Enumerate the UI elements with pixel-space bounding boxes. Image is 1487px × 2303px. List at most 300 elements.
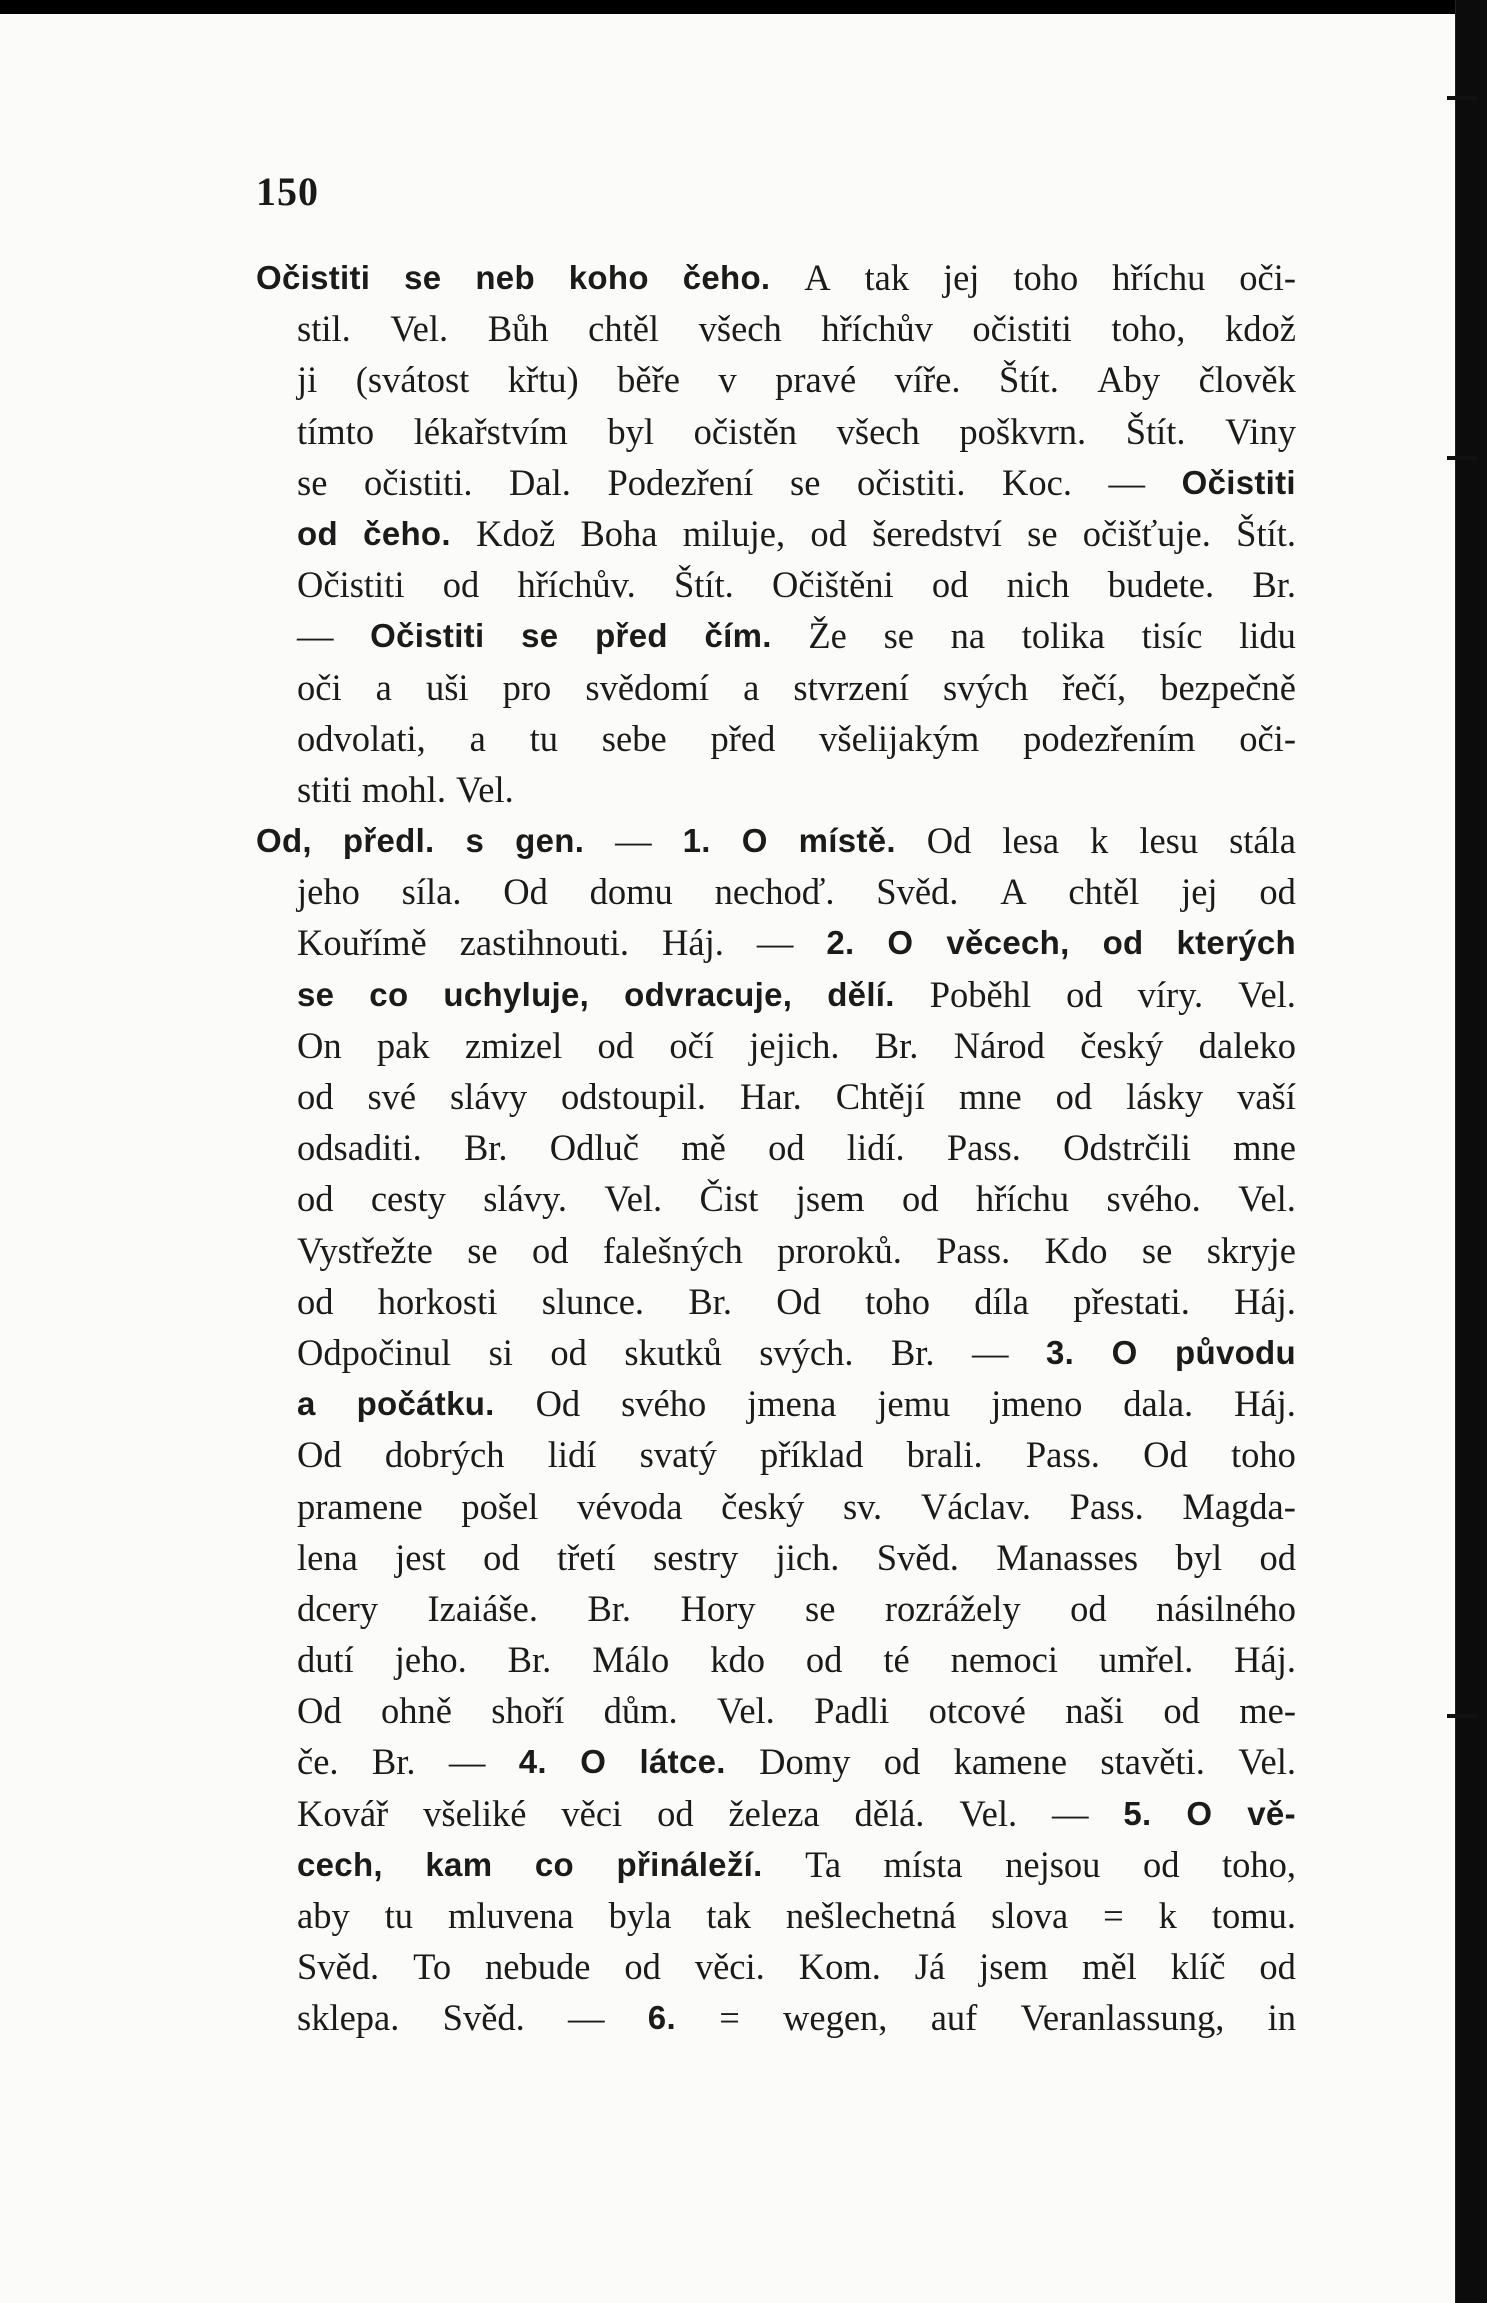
body-text: odsaditi. bbox=[297, 1127, 422, 1169]
body-text: chtěl bbox=[588, 308, 660, 350]
body-text: Václav. bbox=[920, 1485, 1031, 1527]
body-text: Br. bbox=[371, 1741, 416, 1783]
body-text: od bbox=[931, 564, 969, 606]
body-text: od bbox=[532, 1229, 569, 1271]
headword-text: látce. bbox=[639, 1743, 726, 1781]
body-text: tolika bbox=[1021, 615, 1105, 657]
headword-text: 3. bbox=[1046, 1333, 1075, 1371]
body-text: slávy bbox=[450, 1076, 528, 1117]
headword-text: 6. bbox=[647, 1999, 676, 2037]
body-text: český bbox=[721, 1485, 805, 1527]
body-text: oči- bbox=[1239, 257, 1296, 298]
body-text: svých. bbox=[759, 1331, 854, 1373]
body-text: Já bbox=[914, 1946, 946, 1988]
body-text: pak bbox=[376, 1024, 430, 1066]
body-text: věci bbox=[561, 1792, 623, 1834]
body-text: Bůh bbox=[487, 308, 549, 350]
body-text: jich. bbox=[775, 1536, 840, 1578]
body-text: Háj. bbox=[1234, 1280, 1296, 1322]
text-line bbox=[256, 1583, 1296, 1634]
body-text: lesu bbox=[1139, 820, 1199, 862]
headword-text: Očistiti bbox=[370, 617, 485, 655]
body-text: jemu bbox=[877, 1383, 951, 1425]
text-line bbox=[256, 457, 1296, 508]
text-line bbox=[256, 1685, 1296, 1736]
body-text: bezpečně bbox=[1160, 666, 1296, 708]
body-text: díla bbox=[974, 1280, 1029, 1322]
body-text: ji bbox=[297, 359, 318, 401]
body-text: Kom. bbox=[798, 1946, 881, 1988]
body-text: lásky bbox=[1126, 1076, 1204, 1117]
headword-text: čeho. bbox=[363, 514, 451, 552]
body-text: očišťuje. bbox=[1082, 512, 1211, 554]
body-text: jsem bbox=[795, 1178, 865, 1220]
body-text: odvolati, bbox=[297, 717, 426, 759]
body-text: třetí bbox=[556, 1536, 616, 1578]
body-text: svých bbox=[943, 666, 1029, 708]
body-text: od bbox=[1066, 973, 1103, 1015]
body-text: Domy bbox=[759, 1741, 851, 1783]
body-text: — bbox=[448, 1741, 486, 1783]
body-text: Vel. bbox=[1238, 1178, 1296, 1220]
body-text: všeliké bbox=[423, 1792, 527, 1834]
body-text: dům. bbox=[603, 1690, 678, 1732]
text-line bbox=[256, 559, 1296, 610]
body-text: Háj. bbox=[662, 922, 724, 964]
body-text: zmizel bbox=[464, 1024, 563, 1066]
text-line bbox=[256, 969, 1296, 1020]
body-text: Chtějí bbox=[835, 1076, 925, 1117]
body-text: a bbox=[743, 666, 760, 708]
body-text: Od bbox=[297, 1434, 342, 1476]
body-text: nejsou bbox=[1005, 1843, 1101, 1885]
body-text: wegen, bbox=[783, 1997, 888, 2039]
text-line bbox=[256, 354, 1296, 405]
body-text: aby bbox=[297, 1895, 350, 1936]
body-text: Magda- bbox=[1182, 1485, 1296, 1527]
body-text: byla bbox=[608, 1895, 672, 1936]
body-text: Poběhl bbox=[929, 973, 1032, 1015]
body-text: sklepa. bbox=[297, 1997, 400, 2039]
body-text: Ta bbox=[805, 1843, 842, 1885]
scan-top-edge bbox=[0, 0, 1487, 14]
body-text: mohl. bbox=[361, 768, 446, 810]
body-text: před bbox=[710, 717, 776, 759]
body-text: Padli bbox=[814, 1690, 890, 1732]
body-text: odstoupil. bbox=[561, 1076, 707, 1117]
body-text: kdož bbox=[1224, 308, 1296, 350]
headword-text: dělí. bbox=[827, 975, 895, 1013]
body-text: hříchův. bbox=[517, 564, 636, 606]
body-text: Vel. bbox=[455, 768, 514, 810]
body-text: od bbox=[297, 1178, 334, 1220]
body-text: tu bbox=[529, 717, 558, 759]
body-text: sv. bbox=[842, 1485, 883, 1527]
body-text: tak bbox=[706, 1895, 751, 1936]
body-text: Vel. bbox=[1238, 973, 1296, 1015]
body-text: = bbox=[719, 1997, 740, 2039]
body-text: v bbox=[718, 359, 737, 401]
body-text: hříchu bbox=[975, 1178, 1070, 1220]
headword-text: O bbox=[580, 1743, 607, 1781]
body-text: Br. bbox=[1252, 564, 1296, 606]
body-text: stil. bbox=[297, 308, 351, 350]
body-text: přestati. bbox=[1073, 1280, 1190, 1322]
body-text: mě bbox=[681, 1127, 726, 1169]
text-line bbox=[256, 1429, 1296, 1480]
body-text: očistiti. bbox=[856, 461, 966, 503]
body-text: nebude bbox=[485, 1946, 591, 1988]
body-text: Odpočinul bbox=[297, 1331, 452, 1373]
body-text: slova bbox=[991, 1895, 1069, 1936]
body-text: vaší bbox=[1237, 1076, 1296, 1117]
body-text: od bbox=[1259, 1946, 1296, 1988]
body-text: sestry bbox=[653, 1536, 739, 1578]
headword-text: původu bbox=[1175, 1333, 1296, 1371]
body-text: se bbox=[1027, 512, 1058, 554]
body-text: Br. bbox=[890, 1331, 935, 1373]
body-text: — bbox=[972, 1331, 1009, 1373]
body-text: od bbox=[297, 1076, 334, 1117]
body-text: očistiti. bbox=[363, 461, 473, 503]
body-text: křtu) bbox=[507, 359, 579, 401]
text-line bbox=[256, 866, 1296, 917]
body-text: Koc. bbox=[1002, 461, 1072, 503]
headword-text: vě- bbox=[1247, 1794, 1296, 1832]
body-text: dcery bbox=[297, 1587, 379, 1629]
body-text: horkosti bbox=[377, 1280, 498, 1322]
headword-text: uchyluje, bbox=[443, 975, 590, 1013]
headword-text: předl. bbox=[342, 822, 435, 860]
headword-text: místě. bbox=[798, 822, 896, 860]
body-text: toho bbox=[865, 1280, 930, 1322]
body-text: jmena bbox=[747, 1383, 837, 1425]
text-line bbox=[256, 1327, 1296, 1378]
body-text: Vel. bbox=[959, 1792, 1018, 1834]
body-text: — bbox=[615, 820, 652, 862]
body-text: Br. bbox=[874, 1024, 919, 1066]
body-text: si bbox=[488, 1331, 513, 1373]
body-text: lidu bbox=[1239, 615, 1296, 657]
body-text: byl bbox=[1175, 1536, 1223, 1578]
body-text: lékařstvím bbox=[413, 410, 568, 452]
body-text: tu bbox=[384, 1895, 414, 1936]
body-text: k bbox=[1090, 820, 1109, 862]
page-number: 150 bbox=[256, 169, 319, 214]
headword-text: O bbox=[1111, 1333, 1138, 1371]
headword-text: a bbox=[297, 1385, 316, 1423]
body-text: od bbox=[1142, 1843, 1180, 1885]
body-text: Svěd. bbox=[297, 1946, 380, 1988]
body-text: miluje, bbox=[682, 512, 786, 554]
text-line bbox=[256, 662, 1296, 713]
body-text: skutků bbox=[624, 1331, 722, 1373]
body-text: Vystřežte bbox=[297, 1229, 433, 1271]
body-text: železa bbox=[728, 1792, 820, 1834]
body-text: Pass. bbox=[946, 1127, 1021, 1169]
body-text: kamene bbox=[953, 1741, 1068, 1783]
body-text: (svátost bbox=[355, 359, 470, 401]
body-text: svého bbox=[621, 1383, 707, 1425]
body-text: stiti bbox=[297, 768, 352, 810]
body-text: od bbox=[624, 1946, 661, 1988]
body-text: klíč bbox=[1170, 1946, 1226, 1988]
body-text: Od bbox=[926, 820, 972, 862]
headword-text: cech, bbox=[297, 1845, 383, 1883]
body-text: ohně bbox=[380, 1690, 452, 1732]
body-text: Štít. bbox=[1125, 410, 1186, 452]
headword-text: věcech, bbox=[946, 924, 1070, 962]
body-text: jest bbox=[395, 1536, 446, 1578]
body-text: místa bbox=[883, 1843, 963, 1885]
body-text: Svěd. bbox=[876, 871, 959, 913]
body-text: Vel. bbox=[390, 308, 449, 350]
headword-text: se bbox=[521, 617, 559, 655]
binding-tick-mark bbox=[1447, 456, 1477, 460]
body-text: brali. bbox=[906, 1434, 983, 1476]
body-text: Vel. bbox=[717, 1690, 775, 1732]
body-text: na bbox=[950, 615, 986, 657]
headword-text: kam bbox=[425, 1845, 493, 1883]
body-text: sebe bbox=[601, 717, 667, 759]
body-text: běře bbox=[617, 359, 680, 401]
text-line bbox=[256, 1122, 1296, 1173]
body-text: Manasses bbox=[996, 1536, 1139, 1578]
text-line bbox=[256, 1378, 1296, 1429]
text-line bbox=[256, 1532, 1296, 1583]
body-text: pošel bbox=[461, 1485, 539, 1527]
text-line bbox=[256, 610, 1296, 661]
body-text: od bbox=[657, 1792, 694, 1834]
body-text: od bbox=[1163, 1690, 1200, 1732]
body-text: od bbox=[1070, 1587, 1107, 1629]
body-text: oči bbox=[297, 666, 342, 708]
headword-text: přináleží. bbox=[616, 1845, 763, 1883]
body-text: Štít. bbox=[1236, 512, 1296, 554]
body-text: proroků. bbox=[777, 1229, 902, 1271]
body-text: jejich. bbox=[749, 1024, 840, 1066]
body-text: Boha bbox=[580, 512, 658, 554]
body-text: falešných bbox=[602, 1229, 743, 1271]
body-text: A bbox=[1000, 871, 1027, 913]
body-text: od bbox=[297, 1280, 334, 1322]
body-text: toho, bbox=[1221, 1843, 1296, 1885]
body-text: násilného bbox=[1156, 1587, 1296, 1629]
body-text: od bbox=[442, 564, 480, 606]
headword-text: koho bbox=[568, 259, 649, 296]
body-text: pramene bbox=[297, 1485, 423, 1527]
body-text: víře. bbox=[894, 359, 961, 401]
body-text: mluvena bbox=[447, 1895, 574, 1936]
body-text: stvrzení bbox=[793, 666, 909, 708]
text-line bbox=[256, 1071, 1296, 1122]
body-text: lesa bbox=[1002, 820, 1060, 862]
headword-text: co bbox=[369, 975, 409, 1013]
body-text: in bbox=[1267, 1997, 1296, 2039]
body-text: člověk bbox=[1198, 359, 1296, 401]
body-text: — bbox=[1052, 1792, 1089, 1834]
body-text: Od bbox=[1143, 1434, 1188, 1476]
headword-text: gen. bbox=[515, 822, 585, 860]
body-text: Izaiáše. bbox=[427, 1587, 538, 1629]
body-text: očistěn bbox=[693, 410, 798, 452]
text-line bbox=[256, 303, 1296, 354]
body-text: me- bbox=[1239, 1690, 1296, 1732]
body-text: Od bbox=[503, 871, 548, 913]
body-text: se bbox=[297, 461, 328, 503]
body-text: slunce. bbox=[541, 1280, 645, 1322]
body-text: od bbox=[1259, 1536, 1296, 1578]
headword-text: Očistiti bbox=[1181, 463, 1296, 501]
headword-text: 1. bbox=[682, 822, 711, 860]
body-text: nich bbox=[1006, 564, 1070, 606]
body-text: všelijakým bbox=[819, 717, 980, 759]
body-text: lena bbox=[297, 1536, 358, 1578]
body-text: lidí. bbox=[846, 1127, 905, 1169]
body-text: = bbox=[1103, 1895, 1124, 1936]
body-text: řečí, bbox=[1062, 666, 1127, 708]
body-text: tímto bbox=[297, 410, 375, 452]
body-text: zastihnouti. bbox=[459, 922, 630, 964]
body-text: svatý bbox=[639, 1434, 717, 1476]
body-text: — bbox=[297, 615, 334, 657]
body-text: hříchu bbox=[1112, 257, 1206, 298]
headword-text: s bbox=[465, 822, 485, 860]
text-line bbox=[256, 713, 1296, 764]
body-text: od bbox=[483, 1536, 520, 1578]
body-text: nechoď. bbox=[714, 871, 835, 913]
body-text: Br. bbox=[688, 1280, 732, 1322]
body-text: jsem bbox=[979, 1946, 1049, 1988]
body-text: všech bbox=[698, 308, 782, 350]
body-text: příklad bbox=[759, 1434, 864, 1476]
body-text: Štít. bbox=[998, 359, 1059, 401]
body-text: uši bbox=[425, 666, 469, 708]
body-text: tomu. bbox=[1211, 1895, 1296, 1936]
text-line bbox=[256, 508, 1296, 559]
body-text: a bbox=[375, 666, 392, 708]
body-text: Svěd. bbox=[442, 1997, 525, 2039]
body-text: od bbox=[902, 1178, 939, 1220]
body-text: Od bbox=[535, 1383, 581, 1425]
body-text: — bbox=[1108, 461, 1146, 503]
headword-text: O bbox=[887, 924, 914, 962]
body-text: stála bbox=[1229, 820, 1296, 862]
body-text: se bbox=[805, 1587, 836, 1629]
headword-text: Od, bbox=[256, 822, 312, 860]
body-text: očí bbox=[669, 1024, 714, 1066]
body-text: kdo bbox=[710, 1639, 765, 1681]
body-text: oči- bbox=[1239, 717, 1296, 759]
body-text: víry. bbox=[1137, 973, 1204, 1015]
body-text: otcové bbox=[928, 1690, 1026, 1732]
body-text: Svěd. bbox=[876, 1536, 959, 1578]
body-text: On bbox=[297, 1024, 342, 1066]
body-text: věci. bbox=[694, 1946, 765, 1988]
body-text: Háj. bbox=[1234, 1383, 1296, 1425]
body-text: auf bbox=[930, 1997, 978, 2039]
body-text: se bbox=[789, 461, 821, 503]
body-text: všech bbox=[836, 410, 920, 452]
body-text: Vel. bbox=[1238, 1741, 1296, 1783]
body-text: pro bbox=[502, 666, 552, 708]
headword-text: se bbox=[404, 259, 442, 296]
body-text: Hory bbox=[680, 1587, 756, 1629]
body-text: od bbox=[768, 1127, 805, 1169]
text-line bbox=[256, 1225, 1296, 1276]
body-text: od bbox=[550, 1331, 587, 1373]
text-line bbox=[256, 815, 1296, 866]
text-line bbox=[256, 1173, 1296, 1224]
body-text: skryje bbox=[1206, 1229, 1296, 1271]
body-text: Háj. bbox=[1234, 1639, 1296, 1681]
headword-text: co bbox=[534, 1845, 574, 1883]
text-line bbox=[256, 252, 1296, 303]
body-text: Štít. bbox=[673, 564, 734, 606]
headword-text: 5. bbox=[1123, 1794, 1152, 1832]
body-text: Málo bbox=[592, 1639, 670, 1681]
body-text: slávy. bbox=[483, 1178, 568, 1220]
body-text: byl bbox=[607, 410, 655, 452]
body-text: Očistiti bbox=[297, 564, 405, 606]
body-text: chtěl bbox=[1068, 871, 1140, 913]
body-text: hříchův bbox=[821, 308, 933, 350]
body-text: své bbox=[367, 1076, 417, 1117]
body-text: daleko bbox=[1198, 1024, 1296, 1066]
body-text: Br. bbox=[463, 1127, 508, 1169]
headword-text: čím. bbox=[704, 617, 772, 655]
headword-text: odvracuje, bbox=[624, 975, 793, 1013]
text-line bbox=[256, 764, 1296, 815]
body-text: To bbox=[413, 1946, 452, 1988]
binding-tick-mark bbox=[1447, 1714, 1477, 1718]
text-line bbox=[256, 406, 1296, 457]
body-text: Že bbox=[808, 615, 847, 657]
body-text: od bbox=[810, 512, 847, 554]
body-text: český bbox=[1080, 1024, 1164, 1066]
text-line bbox=[256, 1736, 1296, 1787]
headword-text: Očistiti bbox=[256, 259, 371, 296]
body-text: jmeno bbox=[991, 1383, 1083, 1425]
text-line bbox=[256, 1020, 1296, 1071]
body-text: Národ bbox=[953, 1024, 1045, 1066]
headword-text: čeho. bbox=[682, 259, 771, 296]
body-text: vévoda bbox=[577, 1485, 683, 1527]
text-line bbox=[256, 1992, 1296, 2043]
body-text: svého. bbox=[1106, 1178, 1201, 1220]
body-text: jej bbox=[1181, 871, 1218, 913]
body-text: Odluč bbox=[549, 1127, 639, 1169]
body-text: umřel. bbox=[1098, 1639, 1194, 1681]
body-text: tisíc bbox=[1141, 615, 1203, 657]
body-text: Br. bbox=[587, 1587, 632, 1629]
body-text: stavěti. bbox=[1100, 1741, 1205, 1783]
headword-text: od bbox=[297, 514, 338, 552]
body-text: se bbox=[883, 615, 914, 657]
body-text: Očištěni bbox=[772, 564, 894, 606]
body-text: jeho bbox=[297, 871, 360, 913]
headword-text: 2. bbox=[826, 924, 855, 962]
body-text: toho bbox=[1013, 257, 1079, 298]
body-text: očistiti bbox=[972, 308, 1072, 350]
body-text: podezřením bbox=[1023, 717, 1196, 759]
headword-text: se bbox=[297, 975, 335, 1013]
body-text: nešlechetná bbox=[785, 1895, 957, 1936]
body-text: Kdo bbox=[1044, 1229, 1108, 1271]
body-text: domu bbox=[589, 871, 673, 913]
body-text: dobrých bbox=[384, 1434, 505, 1476]
text-line bbox=[256, 1941, 1296, 1992]
